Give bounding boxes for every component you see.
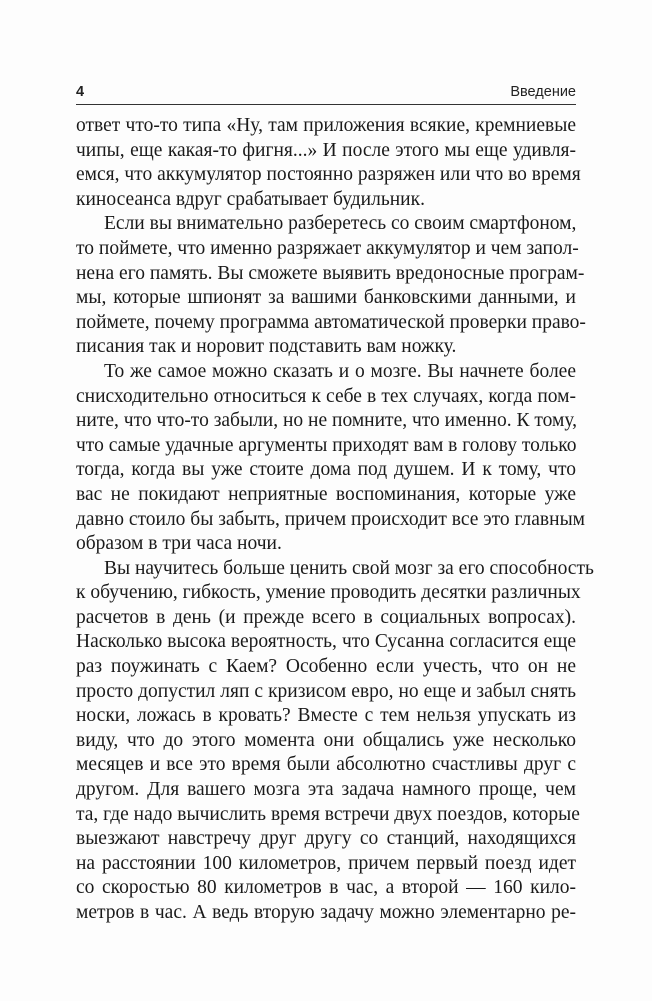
text-line: месяцев и все это время были абсолютно счастливы друг с <box>76 754 576 776</box>
paragraph-3 <box>76 360 586 557</box>
text-line: ответ что-то типа «Ну, там приложения всякие, кремниевые <box>76 115 576 136</box>
text-line: та, где надо вычислить время встречи двух поездов, которые <box>76 803 580 825</box>
text-line: давно стоило бы забыть, причем происходит все это главным <box>76 508 586 530</box>
text-line: ните, что что-то забыли, но не помните, что именно. К тому, <box>76 410 578 432</box>
paragraph-2 <box>76 212 586 360</box>
text-line: снисходительно относиться к себе в тех случаях, когда пом- <box>76 385 576 407</box>
paragraph-4 <box>76 557 594 926</box>
header-rule <box>76 104 576 105</box>
text-line: просто допустил ляп с кризисом евро, но еще и забыл снять <box>76 680 576 702</box>
body-text <box>76 114 594 926</box>
text-line: метров в час. А ведь вторую задачу можно элементарно ре- <box>76 902 576 923</box>
text-line: емся, что аккумулятор постоянно разряжен или что во время <box>76 164 581 186</box>
text-line: То же самое можно сказать и о мозге. Вы начнете более <box>104 360 576 382</box>
text-line: виду, что до этого момента они общались уже несколько <box>76 729 576 751</box>
text-line: писания так и норовит подставить вам ножку. <box>76 336 457 358</box>
text-line: что самые удачные аргументы приходят вам в голову только <box>76 434 577 456</box>
text-line: нена его память. Вы сможете выявить вредоносные програм- <box>76 262 585 284</box>
text-line: киносеанса вдруг срабатывает будильник. <box>76 188 425 210</box>
text-line: раз поужинать с Каем? Особенно если учесть, что он не <box>76 656 576 678</box>
text-line: тогда, когда вы уже стоите дома под душем. И к тому, что <box>76 459 576 481</box>
text-line: чипы, еще какая-то фигня...» И после этого мы еще удивля- <box>76 139 576 161</box>
page-number: 4 <box>76 84 85 100</box>
text-line: расчетов в день (и прежде всего в социальных вопросах). <box>76 606 576 628</box>
text-line: к обучению, гибкость, умение проводить десятки различных <box>76 582 581 604</box>
page-header <box>76 84 576 106</box>
text-line: мы, которые шпионят за вашими банковскими данными, и <box>76 287 576 309</box>
text-line: другом. Для вашего мозга эта задача намного проще, чем <box>76 779 576 801</box>
text-line: выезжают навстречу друг другу со станций, находящихся <box>76 828 576 850</box>
text-line: со скоростью 80 километров в час, а второй — 160 кило- <box>76 877 576 899</box>
text-line: поймете, почему программа автоматической проверки право- <box>76 311 586 333</box>
text-line: Насколько высока вероятность, что Сусанна согласится еще <box>76 631 576 653</box>
text-line: Если вы внимательно разберетесь со своим смартфоном, <box>104 213 577 235</box>
text-line: образом в три часа ночи. <box>76 533 282 555</box>
text-line: вас не покидают неприятные воспоминания, которые уже <box>76 483 576 505</box>
running-head: Введение <box>510 84 576 100</box>
text-line: то поймете, что именно разряжает аккумулятор и чем запол- <box>76 237 579 259</box>
text-line: носки, ложась в кровать? Вместе с тем нельзя упускать из <box>76 705 576 727</box>
paragraph-1 <box>76 114 581 212</box>
text-line: Вы научитесь больше ценить свой мозг за его способность <box>104 557 594 579</box>
text-line: на расстоянии 100 километров, причем первый поезд идет <box>76 852 576 874</box>
